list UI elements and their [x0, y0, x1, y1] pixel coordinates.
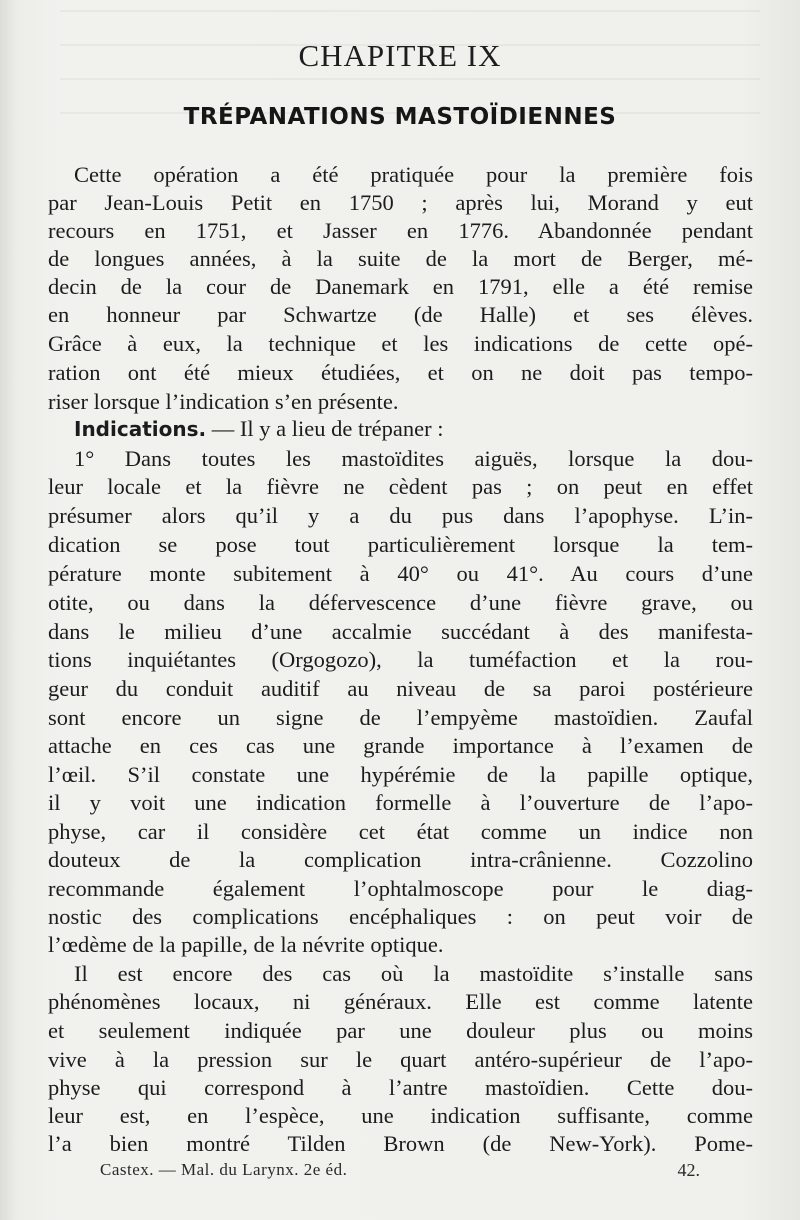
body-line: sont encore un signe de l’empyème mastoïdien. Zaufal	[48, 705, 753, 730]
body-line: par Jean-Louis Petit en 1750 ; après lui, Morand y eut	[48, 190, 753, 215]
body-line: pérature monte subitement à 40° ou 41°. Au cours d’une	[48, 561, 753, 586]
page-number: 42.	[677, 1160, 700, 1180]
body-line: ration ont été mieux étudiées, et on ne doit pas tempo-	[48, 360, 753, 385]
body-line: attache en ces cas une grande importance à l’examen de	[48, 733, 753, 758]
body-line: dans le milieu d’une accalmie succédant à des manifesta-	[48, 619, 753, 644]
running-footer: Castex. — Mal. du Larynx. 2e éd.	[100, 1160, 348, 1179]
body-line: phénomènes locaux, ni généraux. Elle est comme latente	[48, 989, 753, 1014]
page-footer	[100, 1160, 700, 1186]
indications-text: — Il y a lieu de trépaner :	[211, 416, 444, 441]
body-line: geur du conduit auditif au niveau de sa paroi postérieure	[48, 676, 753, 701]
body-line: physe, car il considère cet état comme un indice non	[48, 819, 753, 844]
body-line: Il est encore des cas où la mastoïdite s’installe sans	[74, 961, 753, 986]
body-line: otite, ou dans la défervescence d’une fièvre grave, ou	[48, 590, 753, 615]
indications-heading: Indications.	[74, 417, 207, 441]
body-line: physe qui correspond à l’antre mastoïdien. Cette dou-	[48, 1075, 753, 1100]
body-line: il y voit une indication formelle à l’ouverture de l’apo-	[48, 790, 753, 815]
body-line: et seulement indiquée par une douleur plus ou moins	[48, 1018, 753, 1043]
indications-line	[48, 414, 753, 444]
body-line: douteux de la complication intra-crânienne. Cozzolino	[48, 847, 753, 872]
chapter-title: TRÉPANATIONS MASTOÏDIENNES	[183, 104, 617, 130]
body-line: Grâce à eux, la technique et les indications de cette opé-	[48, 331, 753, 356]
body-line: présumer alors qu’il y a du pus dans l’apophyse. L’in-	[48, 503, 753, 528]
body-line: l’a bien montré Tilden Brown (de New-York). Pome-	[48, 1131, 753, 1156]
body-line: vive à la pression sur le quart antéro-supérieur de l’apo-	[48, 1047, 753, 1072]
body-line: l’œil. S’il constate une hypérémie de la papille optique,	[48, 762, 753, 787]
body-line: leur est, en l’espèce, une indication suffisante, comme	[48, 1103, 753, 1128]
body-line: Cette opération a été pratiquée pour la première fois	[74, 162, 753, 187]
body-line: recommande également l’ophtalmoscope pour le diag-	[48, 876, 753, 901]
body-line: decin de la cour de Danemark en 1791, elle a été remise	[48, 274, 753, 299]
body-line: riser lorsque l’indication s’en présente.	[48, 389, 399, 414]
body-line: nostic des complications encéphaliques : on peut voir de	[48, 904, 753, 929]
chapter-heading: CHAPITRE IX	[298, 38, 502, 73]
body-line: recours en 1751, et Jasser en 1776. Abandonnée pendant	[48, 218, 753, 243]
body-line: 1° Dans toutes les mastoïdites aiguës, lorsque la dou-	[74, 446, 753, 471]
body-line: dication se pose tout particulièrement lorsque la tem-	[48, 532, 753, 557]
body-line: l’œdème de la papille, de la névrite optique.	[48, 932, 444, 957]
body-line: tions inquiétantes (Orgogozo), la tuméfaction et la rou-	[48, 647, 753, 672]
body-line: en honneur par Schwartze (de Halle) et ses élèves.	[48, 302, 753, 327]
body-line: de longues années, à la suite de la mort de Berger, mé-	[48, 246, 753, 271]
body-line: leur locale et la fièvre ne cèdent pas ; on peut en effet	[48, 474, 753, 499]
